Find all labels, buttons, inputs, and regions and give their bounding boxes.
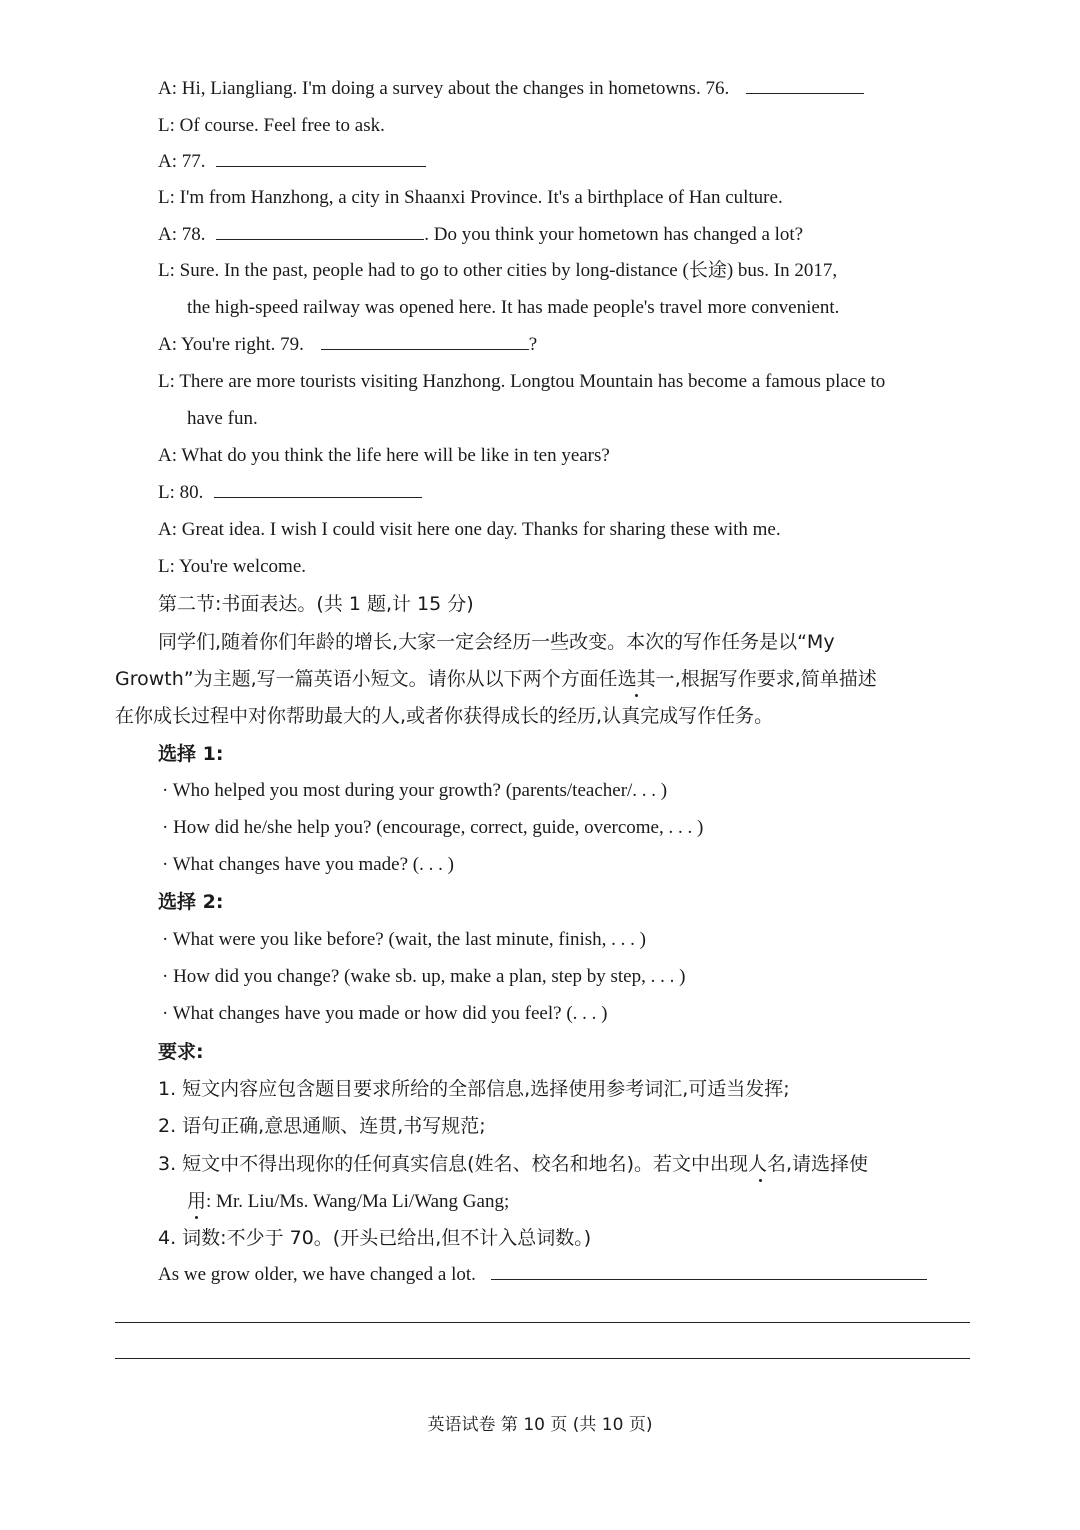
choice-1-item: · Who helped you most during your growth? (parents/teacher/. . . ) bbox=[162, 780, 668, 801]
intro-line-1: 同学们,随着你们年龄的增长,大家一定会经历一些改变。本次的写作任务是以“My bbox=[158, 631, 835, 653]
dialogue-line-8 bbox=[158, 333, 537, 357]
requirement-1: 1. 短文内容应包含题目要求所给的全部信息,选择使用参考词汇,可适当发挥; bbox=[158, 1078, 790, 1100]
choice-1-title: 选择 1: bbox=[158, 743, 224, 765]
choice-2-item: · How did you change? (wake sb. up, make a plan, step by step, . . . ) bbox=[162, 966, 686, 987]
dialogue-text: have fun. bbox=[187, 408, 258, 429]
section-title: 第二节:书面表达。(共 1 题,计 15 分) bbox=[158, 593, 474, 615]
speaker: A: bbox=[158, 151, 177, 172]
speaker: L: bbox=[158, 556, 175, 577]
intro-text: ,根据写作要求,简单描述 bbox=[674, 668, 877, 690]
dialogue-text: What do you think the life here will be like in ten years? bbox=[181, 445, 610, 466]
dialogue-line-5 bbox=[158, 223, 803, 247]
answer-blank-76[interactable] bbox=[746, 77, 864, 94]
dialogue-text: There are more tourists visiting Hanzhong. Longtou Mountain has become a famous place to bbox=[179, 371, 886, 392]
name-options: : Mr. Liu/Ms. Wang/Ma Li/Wang Gang; bbox=[206, 1191, 510, 1212]
dialogue-line-14 bbox=[158, 555, 306, 579]
dialogue-text: the high-speed railway was opened here. It has made people's travel more convenient. bbox=[187, 297, 840, 318]
requirement-4: 4. 词数:不少于 70。(开头已给出,但不计入总词数。) bbox=[158, 1227, 592, 1249]
requirement-2: 2. 语句正确,意思通顺、连贯,书写规范; bbox=[158, 1115, 486, 1137]
writing-blank-first[interactable] bbox=[491, 1263, 927, 1280]
intro-text: Growth”为主题,写一篇英语小短文。请你从以下两个方面 bbox=[115, 668, 599, 690]
choice-1-item: · How did he/she help you? (encourage, correct, guide, overcome, . . . ) bbox=[162, 817, 704, 838]
choice-2-item: · What were you like before? (wait, the last minute, finish, . . . ) bbox=[162, 929, 646, 950]
dialogue-line-12 bbox=[158, 481, 422, 505]
emphasis-text: 任选其一 bbox=[598, 668, 675, 690]
dialogue-line-4 bbox=[158, 186, 783, 210]
dialogue-line-1 bbox=[158, 77, 864, 101]
dialogue-text: 80. bbox=[179, 482, 204, 503]
dialogue-text: Great idea. I wish I could visit here one day. Thanks for sharing these with me. bbox=[181, 519, 781, 540]
opening-sentence bbox=[158, 1263, 927, 1287]
dialogue-line-11 bbox=[158, 444, 610, 468]
emphasis-text: 用 bbox=[187, 1190, 207, 1212]
intro-line-2 bbox=[115, 667, 877, 691]
dialogue-line-3 bbox=[158, 150, 426, 174]
dialogue-text: Sure. In the past, people had to go to other cities by long-distance (长途) bus. In 2017, bbox=[179, 260, 838, 281]
dialogue-text: I'm from Hanzhong, a city in Shaanxi Province. It's a birthplace of Han culture. bbox=[179, 187, 783, 208]
speaker: L: bbox=[158, 187, 175, 208]
speaker: A: bbox=[158, 519, 177, 540]
dialogue-text: Of course. Feel free to ask. bbox=[179, 115, 385, 136]
requirement-3-cont bbox=[187, 1189, 509, 1214]
speaker: A: bbox=[158, 334, 177, 355]
speaker: L: bbox=[158, 482, 175, 503]
requirements-title: 要求: bbox=[158, 1041, 204, 1063]
dialogue-line-6 bbox=[158, 259, 837, 283]
requirement-3 bbox=[158, 1152, 868, 1176]
speaker: A: bbox=[158, 224, 177, 245]
answer-blank-79[interactable] bbox=[321, 333, 529, 350]
dialogue-line-9 bbox=[158, 370, 885, 394]
speaker: L: bbox=[158, 260, 175, 281]
speaker: L: bbox=[158, 115, 175, 136]
page-footer: 英语试卷 第 10 页 (共 10 页) bbox=[427, 1415, 653, 1435]
dialogue-text-after: . Do you think your hometown has changed a lot? bbox=[424, 224, 804, 245]
speaker: L: bbox=[158, 371, 175, 392]
dialogue-text: You're welcome. bbox=[178, 556, 307, 577]
requirement-text: 3. 短文中不得出现你的任何真实信息(姓名、校名和地名)。 bbox=[158, 1153, 653, 1175]
writing-line[interactable] bbox=[115, 1358, 970, 1359]
dialogue-text: Hi, Liangliang. I'm doing a survey about the changes in hometowns. 76. bbox=[181, 78, 730, 99]
dialogue-text: You're right. 79. bbox=[181, 334, 304, 355]
emphasis-text: 若文中出现人名,请选择使 bbox=[653, 1153, 869, 1175]
speaker: A: bbox=[158, 78, 177, 99]
choice-2-title: 选择 2: bbox=[158, 891, 224, 913]
choice-2-item: · What changes have you made or how did you feel? (. . . ) bbox=[162, 1003, 608, 1024]
intro-line-3: 在你成长过程中对你帮助最大的人,或者你获得成长的经历,认真完成写作任务。 bbox=[115, 705, 774, 727]
dialogue-text-after: ? bbox=[528, 334, 538, 355]
dialogue-text: 77. bbox=[181, 151, 206, 172]
dialogue-line-13 bbox=[158, 518, 781, 542]
choice-1-item: · What changes have you made? (. . . ) bbox=[162, 854, 454, 875]
answer-blank-77[interactable] bbox=[216, 150, 426, 167]
dialogue-text: 78. bbox=[181, 224, 206, 245]
dialogue-line-7 bbox=[187, 296, 839, 320]
speaker: A: bbox=[158, 445, 177, 466]
dialogue-line-2 bbox=[158, 114, 385, 138]
writing-line[interactable] bbox=[115, 1322, 970, 1323]
answer-blank-80[interactable] bbox=[214, 481, 422, 498]
answer-blank-78[interactable] bbox=[216, 223, 424, 240]
opening-text: As we grow older, we have changed a lot. bbox=[158, 1264, 476, 1285]
dialogue-line-10 bbox=[187, 407, 258, 431]
